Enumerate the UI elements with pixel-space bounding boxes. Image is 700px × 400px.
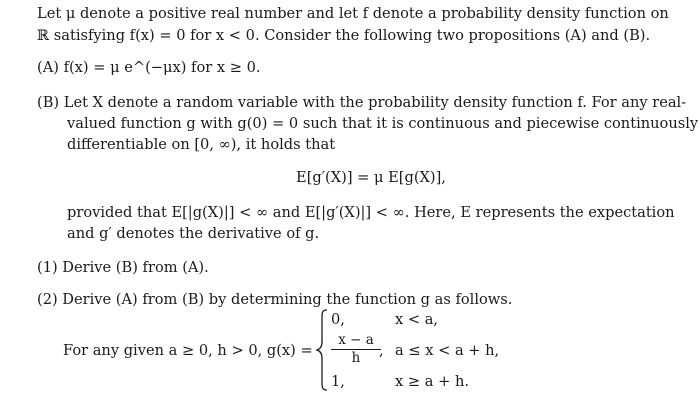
case-2-denominator: h	[351, 350, 361, 366]
case-2-fraction	[331, 332, 381, 367]
case-3-condition: x ≥ a + h.	[395, 373, 469, 390]
case-2-condition: a ≤ x < a + h,	[395, 342, 500, 359]
proposition-b-line-1: (B) Let X denote a random variable with the probability density function f. For any real-	[37, 94, 687, 111]
display-equation-wrapper	[0, 168, 700, 188]
case-1-condition: x < a,	[395, 311, 439, 328]
provided-line-1: provided that E[|g(X)|] < ∞ and E[|g′(X)|] < ∞. Here, E represents the expectation	[67, 204, 675, 221]
question-1: (1) Derive (B) from (A).	[37, 259, 209, 276]
case-2-comma: ,	[379, 342, 384, 359]
provided-line-2: and g′ denotes the derivative of g.	[67, 225, 320, 242]
proposition-b-line-2: valued function g with g(0) = 0 such that it is continuous and piecewise continuously	[67, 115, 699, 132]
proposition-a: (A) f(x) = μ e^(−μx) for x ≥ 0.	[37, 59, 261, 76]
display-equation: E[g′(X)] = μ E[g(X)],	[296, 169, 446, 186]
proposition-b-line-3: differentiable on [0, ∞), it holds that	[67, 136, 336, 153]
piecewise-definition	[315, 308, 515, 398]
for-any-given: For any given a ≥ 0, h > 0, g(x) =	[63, 342, 313, 359]
question-2: (2) Derive (A) from (B) by determining the function g as follows.	[37, 291, 513, 308]
intro-line-2: ℝ satisfying f(x) = 0 for x < 0. Consider the following two propositions (A) and (B).	[37, 27, 651, 44]
left-brace-icon	[315, 308, 329, 392]
case-2-numerator: x − a	[331, 332, 381, 350]
case-1-value: 0,	[331, 311, 345, 328]
case-3-value: 1,	[331, 373, 345, 390]
intro-line-1: Let μ denote a positive real number and let f denote a probability density function on	[37, 5, 669, 22]
